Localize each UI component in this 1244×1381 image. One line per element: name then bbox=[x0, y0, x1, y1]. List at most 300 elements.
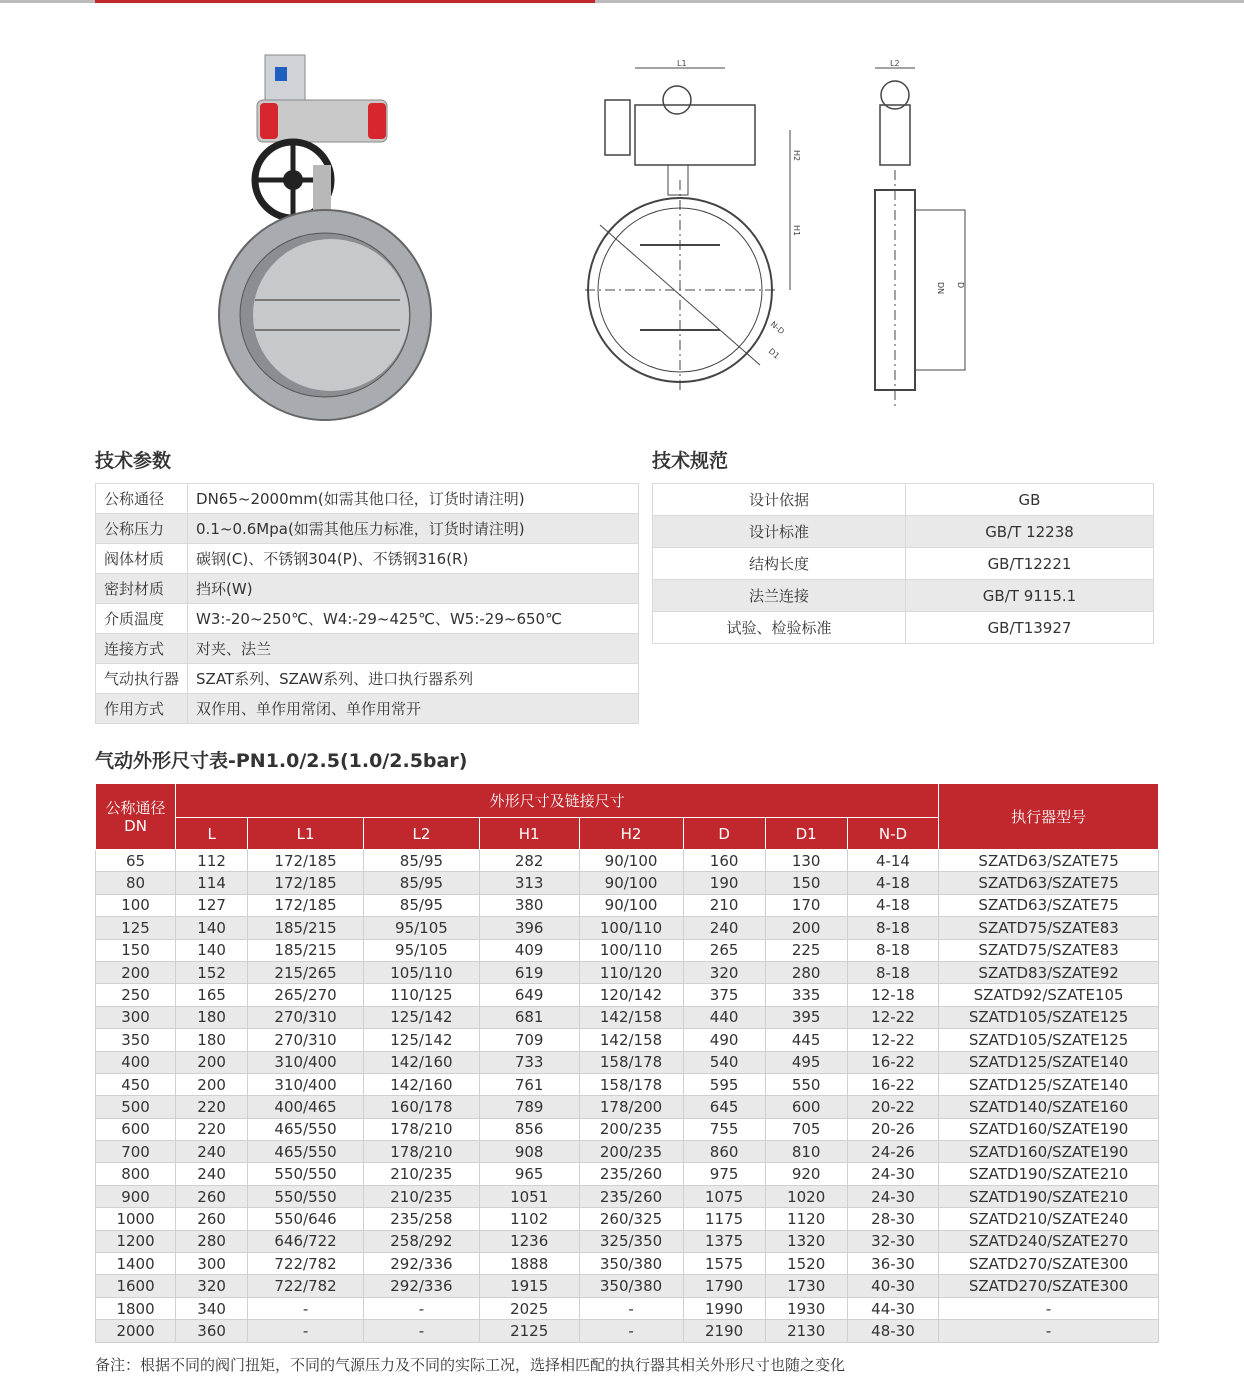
table-cell: 185/215 bbox=[248, 939, 364, 961]
param-value: 挡环(W) bbox=[188, 574, 639, 604]
table-cell: 1051 bbox=[479, 1185, 579, 1207]
table-cell: 1575 bbox=[683, 1253, 765, 1275]
table-cell: 170 bbox=[765, 894, 847, 916]
table-cell: 180 bbox=[176, 1006, 248, 1028]
table-cell: 733 bbox=[479, 1051, 579, 1073]
table-cell: 645 bbox=[683, 1096, 765, 1118]
table-cell: 152 bbox=[176, 961, 248, 983]
table-cell: 2125 bbox=[479, 1320, 579, 1342]
table-cell: 125/142 bbox=[364, 1029, 480, 1051]
param-key: 密封材质 bbox=[96, 574, 188, 604]
spec-key: 设计标准 bbox=[653, 516, 906, 548]
table-cell: 142/158 bbox=[579, 1006, 683, 1028]
table-row bbox=[96, 894, 1159, 916]
param-value: DN65~2000mm(如需其他口径，订货时请注明) bbox=[188, 484, 639, 514]
table-cell: 350/380 bbox=[579, 1253, 683, 1275]
table-cell: 1930 bbox=[765, 1297, 847, 1319]
spec-value: GB/T 9115.1 bbox=[906, 580, 1154, 612]
table-cell: SZATD160/SZATE190 bbox=[939, 1141, 1159, 1163]
table-cell: SZATD105/SZATE125 bbox=[939, 1006, 1159, 1028]
table-cell: 8-18 bbox=[847, 917, 939, 939]
table-cell: SZATD83/SZATE92 bbox=[939, 961, 1159, 983]
table-cell: 450 bbox=[96, 1073, 176, 1095]
table-cell: 965 bbox=[479, 1163, 579, 1185]
side-view-drawing bbox=[860, 60, 970, 415]
table-row bbox=[96, 1073, 1159, 1095]
table-cell: 619 bbox=[479, 961, 579, 983]
table-cell: 360 bbox=[176, 1320, 248, 1342]
table-cell: 465/550 bbox=[248, 1118, 364, 1140]
spec-row bbox=[653, 580, 1154, 612]
table-cell: 200/235 bbox=[579, 1118, 683, 1140]
table-cell: 1915 bbox=[479, 1275, 579, 1297]
table-cell: 313 bbox=[479, 872, 579, 894]
table-row bbox=[96, 1297, 1159, 1319]
param-value: 对夹、法兰 bbox=[188, 634, 639, 664]
table-cell: 400/465 bbox=[248, 1096, 364, 1118]
table-cell: 1175 bbox=[683, 1208, 765, 1230]
table-cell: SZATD270/SZATE300 bbox=[939, 1275, 1159, 1297]
table-cell: 265 bbox=[683, 939, 765, 961]
l2-label: L2 bbox=[890, 60, 900, 68]
table-cell: 789 bbox=[479, 1096, 579, 1118]
table-cell: 140 bbox=[176, 939, 248, 961]
table-cell: 142/160 bbox=[364, 1051, 480, 1073]
table-cell: 200 bbox=[96, 961, 176, 983]
table-cell: 755 bbox=[683, 1118, 765, 1140]
table-cell: 920 bbox=[765, 1163, 847, 1185]
table-cell: 810 bbox=[765, 1141, 847, 1163]
table-cell: 40-30 bbox=[847, 1275, 939, 1297]
table-cell: 722/782 bbox=[248, 1275, 364, 1297]
h1-label: H1 bbox=[792, 225, 801, 237]
table-row bbox=[96, 1185, 1159, 1207]
table-cell: 130 bbox=[765, 850, 847, 872]
table-cell: 16-22 bbox=[847, 1051, 939, 1073]
table-cell: 600 bbox=[96, 1118, 176, 1140]
table-cell: 1102 bbox=[479, 1208, 579, 1230]
table-cell: 44-30 bbox=[847, 1297, 939, 1319]
table-cell: 856 bbox=[479, 1118, 579, 1140]
table-cell: 12-18 bbox=[847, 984, 939, 1006]
table-cell: 4-18 bbox=[847, 894, 939, 916]
table-row bbox=[96, 961, 1159, 983]
param-key: 气动执行器 bbox=[96, 664, 188, 694]
table-row bbox=[96, 1029, 1159, 1051]
spec-value: GB/T13927 bbox=[906, 612, 1154, 644]
spec-key: 法兰连接 bbox=[653, 580, 906, 612]
table-cell: 310/400 bbox=[248, 1051, 364, 1073]
table-cell: 8-18 bbox=[847, 939, 939, 961]
table-cell: 20-26 bbox=[847, 1118, 939, 1140]
param-key: 公称压力 bbox=[96, 514, 188, 544]
table-cell: 258/292 bbox=[364, 1230, 480, 1252]
table-row bbox=[96, 1320, 1159, 1342]
table-cell: 85/95 bbox=[364, 894, 480, 916]
table-cell: 400 bbox=[96, 1051, 176, 1073]
param-row bbox=[96, 574, 639, 604]
table-cell: 172/185 bbox=[248, 850, 364, 872]
table-cell: 1075 bbox=[683, 1185, 765, 1207]
table-row bbox=[96, 1253, 1159, 1275]
param-row bbox=[96, 544, 639, 574]
param-row bbox=[96, 514, 639, 544]
table-cell: 4-14 bbox=[847, 850, 939, 872]
table-cell: SZATD63/SZATE75 bbox=[939, 850, 1159, 872]
table-cell: 100 bbox=[96, 894, 176, 916]
table-cell: 495 bbox=[765, 1051, 847, 1073]
table-cell: 761 bbox=[479, 1073, 579, 1095]
table-cell: 409 bbox=[479, 939, 579, 961]
table-cell: SZATD75/SZATE83 bbox=[939, 917, 1159, 939]
table-cell: 142/158 bbox=[579, 1029, 683, 1051]
param-key: 介质温度 bbox=[96, 604, 188, 634]
table-row bbox=[96, 850, 1159, 872]
table-cell: 16-22 bbox=[847, 1073, 939, 1095]
header-col-d: D bbox=[683, 818, 765, 850]
table-cell: 1888 bbox=[479, 1253, 579, 1275]
table-cell: 172/185 bbox=[248, 894, 364, 916]
table-cell: 280 bbox=[765, 961, 847, 983]
front-view-drawing bbox=[580, 60, 815, 400]
table-cell: 200/235 bbox=[579, 1141, 683, 1163]
table-cell: 1400 bbox=[96, 1253, 176, 1275]
table-cell: 110/120 bbox=[579, 961, 683, 983]
header-col-l: L bbox=[176, 818, 248, 850]
spec-row bbox=[653, 516, 1154, 548]
table-cell: 490 bbox=[683, 1029, 765, 1051]
table-cell: 280 bbox=[176, 1230, 248, 1252]
table-cell: 395 bbox=[765, 1006, 847, 1028]
table-cell: - bbox=[248, 1297, 364, 1319]
tech-params-title: 技术参数 bbox=[95, 450, 172, 472]
param-row bbox=[96, 664, 639, 694]
table-cell: 178/210 bbox=[364, 1118, 480, 1140]
table-cell: - bbox=[579, 1320, 683, 1342]
table-cell: - bbox=[939, 1297, 1159, 1319]
table-cell: 1200 bbox=[96, 1230, 176, 1252]
table-cell: 1236 bbox=[479, 1230, 579, 1252]
table-cell: 1520 bbox=[765, 1253, 847, 1275]
d1-label: D1 bbox=[766, 346, 782, 361]
table-row bbox=[96, 939, 1159, 961]
param-row bbox=[96, 694, 639, 724]
table-cell: SZATD63/SZATE75 bbox=[939, 872, 1159, 894]
table-cell: 260 bbox=[176, 1208, 248, 1230]
table-cell: 340 bbox=[176, 1297, 248, 1319]
table-cell: 1990 bbox=[683, 1297, 765, 1319]
table-cell: 2130 bbox=[765, 1320, 847, 1342]
table-cell: 90/100 bbox=[579, 872, 683, 894]
table-cell: 235/260 bbox=[579, 1185, 683, 1207]
table-cell: 1375 bbox=[683, 1230, 765, 1252]
valve-product-photo bbox=[205, 45, 445, 425]
table-cell: 705 bbox=[765, 1118, 847, 1140]
table-cell: - bbox=[939, 1320, 1159, 1342]
table-cell: 550 bbox=[765, 1073, 847, 1095]
table-cell: 445 bbox=[765, 1029, 847, 1051]
table-cell: 300 bbox=[176, 1253, 248, 1275]
spec-row bbox=[653, 484, 1154, 516]
table-cell: 172/185 bbox=[248, 872, 364, 894]
table-cell: SZATD125/SZATE140 bbox=[939, 1073, 1159, 1095]
table-cell: 140 bbox=[176, 917, 248, 939]
table-cell: 110/125 bbox=[364, 984, 480, 1006]
table-cell: 200 bbox=[176, 1051, 248, 1073]
table-cell: 85/95 bbox=[364, 850, 480, 872]
header-dn: 公称通径DN bbox=[96, 784, 176, 850]
dimension-table-title: 气动外形尺寸表-PN1.0/2.5(1.0/2.5bar) bbox=[95, 750, 468, 772]
table-cell: SZATD105/SZATE125 bbox=[939, 1029, 1159, 1051]
spec-value: GB/T12221 bbox=[906, 548, 1154, 580]
table-cell: 320 bbox=[683, 961, 765, 983]
table-cell: 210/235 bbox=[364, 1163, 480, 1185]
table-cell: 142/160 bbox=[364, 1073, 480, 1095]
table-cell: 95/105 bbox=[364, 917, 480, 939]
table-cell: SZATD270/SZATE300 bbox=[939, 1253, 1159, 1275]
table-cell: 700 bbox=[96, 1141, 176, 1163]
table-cell: 320 bbox=[176, 1275, 248, 1297]
table-cell: 90/100 bbox=[579, 894, 683, 916]
table-cell: SZATD210/SZATE240 bbox=[939, 1208, 1159, 1230]
table-cell: 292/336 bbox=[364, 1253, 480, 1275]
table-cell: 2190 bbox=[683, 1320, 765, 1342]
table-cell: 190 bbox=[683, 872, 765, 894]
table-cell: 908 bbox=[479, 1141, 579, 1163]
table-cell: 65 bbox=[96, 850, 176, 872]
table-cell: SZATD160/SZATE190 bbox=[939, 1118, 1159, 1140]
table-row bbox=[96, 1230, 1159, 1252]
table-cell: 28-30 bbox=[847, 1208, 939, 1230]
table-cell: 150 bbox=[96, 939, 176, 961]
table-row bbox=[96, 1096, 1159, 1118]
l1-label: L1 bbox=[677, 60, 687, 68]
table-cell: 90/100 bbox=[579, 850, 683, 872]
table-cell: 160/178 bbox=[364, 1096, 480, 1118]
table-cell: SZATD190/SZATE210 bbox=[939, 1163, 1159, 1185]
nd-label: N-D bbox=[768, 319, 787, 337]
table-row bbox=[96, 1208, 1159, 1230]
table-cell: 95/105 bbox=[364, 939, 480, 961]
table-cell: SZATD140/SZATE160 bbox=[939, 1096, 1159, 1118]
table-row bbox=[96, 1006, 1159, 1028]
footnote: 备注：根据不同的阀门扭矩，不同的气源压力及不同的实际工况，选择相匹配的执行器其相关外形尺寸也随之变化 bbox=[95, 1356, 846, 1374]
table-cell: 900 bbox=[96, 1185, 176, 1207]
table-cell: 200 bbox=[176, 1073, 248, 1095]
top-accent-rule bbox=[95, 0, 595, 3]
table-row bbox=[96, 1051, 1159, 1073]
table-cell: 975 bbox=[683, 1163, 765, 1185]
param-row bbox=[96, 634, 639, 664]
table-cell: 646/722 bbox=[248, 1230, 364, 1252]
header-dimension-group: 外形尺寸及链接尺寸 bbox=[176, 784, 939, 818]
param-key: 公称通径 bbox=[96, 484, 188, 514]
table-cell: 260 bbox=[176, 1185, 248, 1207]
table-cell: 32-30 bbox=[847, 1230, 939, 1252]
table-cell: 1000 bbox=[96, 1208, 176, 1230]
table-cell: 396 bbox=[479, 917, 579, 939]
table-cell: 120/142 bbox=[579, 984, 683, 1006]
table-cell: 1600 bbox=[96, 1275, 176, 1297]
param-value: W3:-20~250℃、W4:-29~425℃、W5:-29~650℃ bbox=[188, 604, 639, 634]
table-cell: 375 bbox=[683, 984, 765, 1006]
table-row bbox=[96, 917, 1159, 939]
table-cell: 440 bbox=[683, 1006, 765, 1028]
header-col-l1: L1 bbox=[248, 818, 364, 850]
param-key: 连接方式 bbox=[96, 634, 188, 664]
table-cell: 550/646 bbox=[248, 1208, 364, 1230]
header-col-h2: H2 bbox=[579, 818, 683, 850]
table-cell: 681 bbox=[479, 1006, 579, 1028]
table-cell: 180 bbox=[176, 1029, 248, 1051]
param-value: 双作用、单作用常闭、单作用常开 bbox=[188, 694, 639, 724]
spec-row bbox=[653, 612, 1154, 644]
table-cell: 24-30 bbox=[847, 1163, 939, 1185]
table-cell: 20-22 bbox=[847, 1096, 939, 1118]
table-cell: SZATD92/SZATE105 bbox=[939, 984, 1159, 1006]
d-label: D bbox=[956, 282, 965, 289]
table-cell: 125 bbox=[96, 917, 176, 939]
table-cell: 550/550 bbox=[248, 1185, 364, 1207]
spec-key: 试验、检验标准 bbox=[653, 612, 906, 644]
table-row bbox=[96, 1118, 1159, 1140]
header-actuator: 执行器型号 bbox=[939, 784, 1159, 850]
table-cell: 380 bbox=[479, 894, 579, 916]
table-cell: 335 bbox=[765, 984, 847, 1006]
table-cell: 125/142 bbox=[364, 1006, 480, 1028]
table-cell: 112 bbox=[176, 850, 248, 872]
table-cell: 600 bbox=[765, 1096, 847, 1118]
dn-label: DN bbox=[936, 282, 945, 295]
table-cell: 160 bbox=[683, 850, 765, 872]
table-cell: 4-18 bbox=[847, 872, 939, 894]
spec-value: GB/T 12238 bbox=[906, 516, 1154, 548]
table-cell: - bbox=[364, 1320, 480, 1342]
spec-key: 结构长度 bbox=[653, 548, 906, 580]
table-cell: 300 bbox=[96, 1006, 176, 1028]
table-cell: 709 bbox=[479, 1029, 579, 1051]
table-cell: SZATD125/SZATE140 bbox=[939, 1051, 1159, 1073]
table-cell: 292/336 bbox=[364, 1275, 480, 1297]
table-cell: 500 bbox=[96, 1096, 176, 1118]
table-cell: 270/310 bbox=[248, 1006, 364, 1028]
table-cell: 540 bbox=[683, 1051, 765, 1073]
table-cell: 235/258 bbox=[364, 1208, 480, 1230]
table-cell: 12-22 bbox=[847, 1006, 939, 1028]
table-cell: 220 bbox=[176, 1118, 248, 1140]
table-cell: 800 bbox=[96, 1163, 176, 1185]
tech-specs-title: 技术规范 bbox=[652, 450, 729, 472]
table-cell: 240 bbox=[176, 1141, 248, 1163]
table-cell: 310/400 bbox=[248, 1073, 364, 1095]
table-cell: 2000 bbox=[96, 1320, 176, 1342]
table-cell: 225 bbox=[765, 939, 847, 961]
table-cell: 178/210 bbox=[364, 1141, 480, 1163]
param-value: 0.1~0.6Mpa(如需其他压力标准，订货时请注明) bbox=[188, 514, 639, 544]
param-key: 作用方式 bbox=[96, 694, 188, 724]
table-cell: 1020 bbox=[765, 1185, 847, 1207]
table-cell: 220 bbox=[176, 1096, 248, 1118]
table-cell: 210 bbox=[683, 894, 765, 916]
table-cell: 36-30 bbox=[847, 1253, 939, 1275]
table-cell: 550/550 bbox=[248, 1163, 364, 1185]
table-cell: 2025 bbox=[479, 1297, 579, 1319]
table-cell: 24-26 bbox=[847, 1141, 939, 1163]
param-value: 碳钢(C)、不锈钢304(P)、不锈钢316(R) bbox=[188, 544, 639, 574]
table-cell: 350 bbox=[96, 1029, 176, 1051]
table-cell: 178/200 bbox=[579, 1096, 683, 1118]
h2-label: H2 bbox=[792, 150, 801, 162]
table-cell: - bbox=[579, 1297, 683, 1319]
spec-key: 设计依据 bbox=[653, 484, 906, 516]
table-cell: 127 bbox=[176, 894, 248, 916]
param-key: 阀体材质 bbox=[96, 544, 188, 574]
table-cell: 158/178 bbox=[579, 1051, 683, 1073]
table-cell: SZATD63/SZATE75 bbox=[939, 894, 1159, 916]
table-cell: 158/178 bbox=[579, 1073, 683, 1095]
spec-value: GB bbox=[906, 484, 1154, 516]
table-row bbox=[96, 984, 1159, 1006]
table-cell: 1730 bbox=[765, 1275, 847, 1297]
table-cell: 200 bbox=[765, 917, 847, 939]
param-value: SZAT系列、SZAW系列、进口执行器系列 bbox=[188, 664, 639, 694]
table-cell: 282 bbox=[479, 850, 579, 872]
table-cell: 48-30 bbox=[847, 1320, 939, 1342]
table-cell: 265/270 bbox=[248, 984, 364, 1006]
param-row bbox=[96, 604, 639, 634]
table-cell: 270/310 bbox=[248, 1029, 364, 1051]
table-cell: 8-18 bbox=[847, 961, 939, 983]
tech-specs-table bbox=[652, 483, 1154, 644]
table-cell: 240 bbox=[176, 1163, 248, 1185]
table-cell: 114 bbox=[176, 872, 248, 894]
spec-row bbox=[653, 548, 1154, 580]
table-cell: 100/110 bbox=[579, 939, 683, 961]
header-col-n-d: N-D bbox=[847, 818, 939, 850]
table-row bbox=[96, 1141, 1159, 1163]
table-cell: 235/260 bbox=[579, 1163, 683, 1185]
table-cell: 185/215 bbox=[248, 917, 364, 939]
tech-params-table bbox=[95, 483, 639, 724]
table-cell: 240 bbox=[683, 917, 765, 939]
table-cell: 350/380 bbox=[579, 1275, 683, 1297]
table-cell: 1790 bbox=[683, 1275, 765, 1297]
table-row bbox=[96, 1163, 1159, 1185]
table-cell: 1120 bbox=[765, 1208, 847, 1230]
table-cell: 260/325 bbox=[579, 1208, 683, 1230]
table-cell: 1320 bbox=[765, 1230, 847, 1252]
header-col-h1: H1 bbox=[479, 818, 579, 850]
table-cell: 105/110 bbox=[364, 961, 480, 983]
table-cell: 250 bbox=[96, 984, 176, 1006]
table-cell: 210/235 bbox=[364, 1185, 480, 1207]
table-cell: - bbox=[364, 1297, 480, 1319]
header-col-d1: D1 bbox=[765, 818, 847, 850]
table-cell: 325/350 bbox=[579, 1230, 683, 1252]
table-cell: - bbox=[248, 1320, 364, 1342]
table-cell: 722/782 bbox=[248, 1253, 364, 1275]
table-cell: 24-30 bbox=[847, 1185, 939, 1207]
table-cell: 215/265 bbox=[248, 961, 364, 983]
table-cell: 165 bbox=[176, 984, 248, 1006]
table-row bbox=[96, 872, 1159, 894]
header-col-l2: L2 bbox=[364, 818, 480, 850]
table-cell: 80 bbox=[96, 872, 176, 894]
table-cell: 465/550 bbox=[248, 1141, 364, 1163]
table-cell: 1800 bbox=[96, 1297, 176, 1319]
table-row bbox=[96, 1275, 1159, 1297]
param-row bbox=[96, 484, 639, 514]
